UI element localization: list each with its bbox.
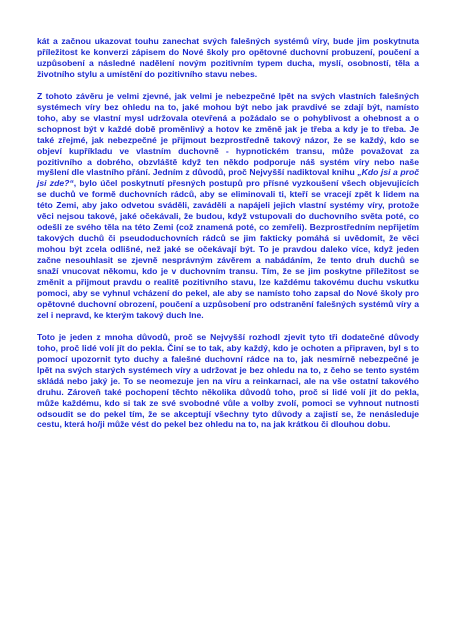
- paragraph-3: [37, 332, 419, 431]
- paragraph-3-text: Toto je jeden z mnoha důvodů, proč se Nejvyšší rozhodl zjevit tyto tři dodatečné důvody toho, proč lidé volí jít do pekla. Činí se to tak, aby každý, kdo je ochoten a připraven, byl s to pomocí upozornit tyto duchy a falešné duchovní rádce na to, jak nesmírně nebezpečné je lpět na svých starých systémech víry a udržovat je bez ohledu na to, z čeho se tento systém skládá nebo jaký je. To se neomezuje jen na víru a reinkarnaci, ale na vše ostatní takového druhu. Zároveň také pochopení těchto několika důvodů toho, proč si lidé volí jít do pekla, může každému, kdo si tak ze své svobodné vůle a volby zvolí, pomoci se vyhnout nutnosti odsoudit se do pekel tím, že se akceptují všechny tyto důvody a zajistí se, že nenásleduje cestu, která ho/ji může vést do pekel bez ohledu na to, na jak krátkou či dlouhou dobu.: [37, 331, 419, 430]
- paragraph-2-text-start: Z tohoto závěru je velmi zjevné, jak velmi je nebezpečné lpět na svých vlastních falešných systémech víry bez ohledu na to, jaké mohou být nebo jak pravdivé se zdají být, namísto toho, aby se vlastní mysl udržovala otevřená a požádalo se o pohyblivost a ohebnost a o schopnost být v každé době proměnlivý a hotov ke změně jak je třeba a kdy je to třeba. Je také zřejmé, jak nebezpečné je přijmout bezprostředně takový názor, že se každý, kdo se objeví kupříkladu ve vlastním duchovně - hypnotickém transu, může považovat za pozitivního a dobrého, obzvláště když ten někdo podporuje náš systém víry nebo naše myšlení dle vlastního přání. Jedním z důvodů, proč Nejvyšší nadiktoval knihu: [37, 90, 419, 178]
- book-title-italic: „Kdo jsi a proč jsi zde?“: [37, 167, 419, 189]
- paragraph-2: [37, 91, 419, 321]
- document-page: [37, 36, 419, 441]
- paragraph-1-text: kát a začnou ukazovat touhu zanechat svých falešných systémů víry, bude jim poskytnuta příležitost ke konverzi zápisem do Nové školy pro opětovné duchovní probuzení, poučení a uzpůsobení a následné nadělení novým pozitivním typem ducha, myslí, osobností, těla a životního stylu a umístění do pozitivního stavu nebes.: [37, 36, 419, 79]
- paragraph-2-text-end: , bylo účel poskytnutí přesných postupů pro přísné vyzkoušení všech objevujících se duchů ve formě duchovních rádců, aby se eliminovali ti, kteří se vracejí zpět k lidem na této Zemi, aby jako odvetou sváděli, zaváděli a napájeli jejich vlastní systémy víry, protože věci nejsou takové, jaké očekávali, že budou, když vstupovali do duchovního světa poté, co odešli ze svého těla na této Zemi (což znamená poté, co zemřeli). Bezprostředním nepřijetím takových duchů či pseudoduchovních rádců se jim fakticky pomáhá si uvědomit, že věci mohou být zcela odlišné, než jaké se očekávají být. To je pravdou daleko více, když jeden začne nesouhlasit se zjevně nesprávným závěrem a nabádáním, že tento druh duchů se snaží vnucovat někomu, kdo je v duchovním transu. Tím, že se jim poskytne příležitost se změnit a přijmout pravdu o realitě pozitivního stavu, lze každému takovému duchu vskutku pomoci, aby se vyhnul vcházení do pekel, ale aby se namísto toho zapsal do Nové školy pro opětovné duchovní obrození, poučení a uzpůsobení pro odstranění falešných systémů víry a zel i nepravd, ke kterým takový duch lne.: [37, 178, 419, 320]
- paragraph-1: [37, 36, 419, 80]
